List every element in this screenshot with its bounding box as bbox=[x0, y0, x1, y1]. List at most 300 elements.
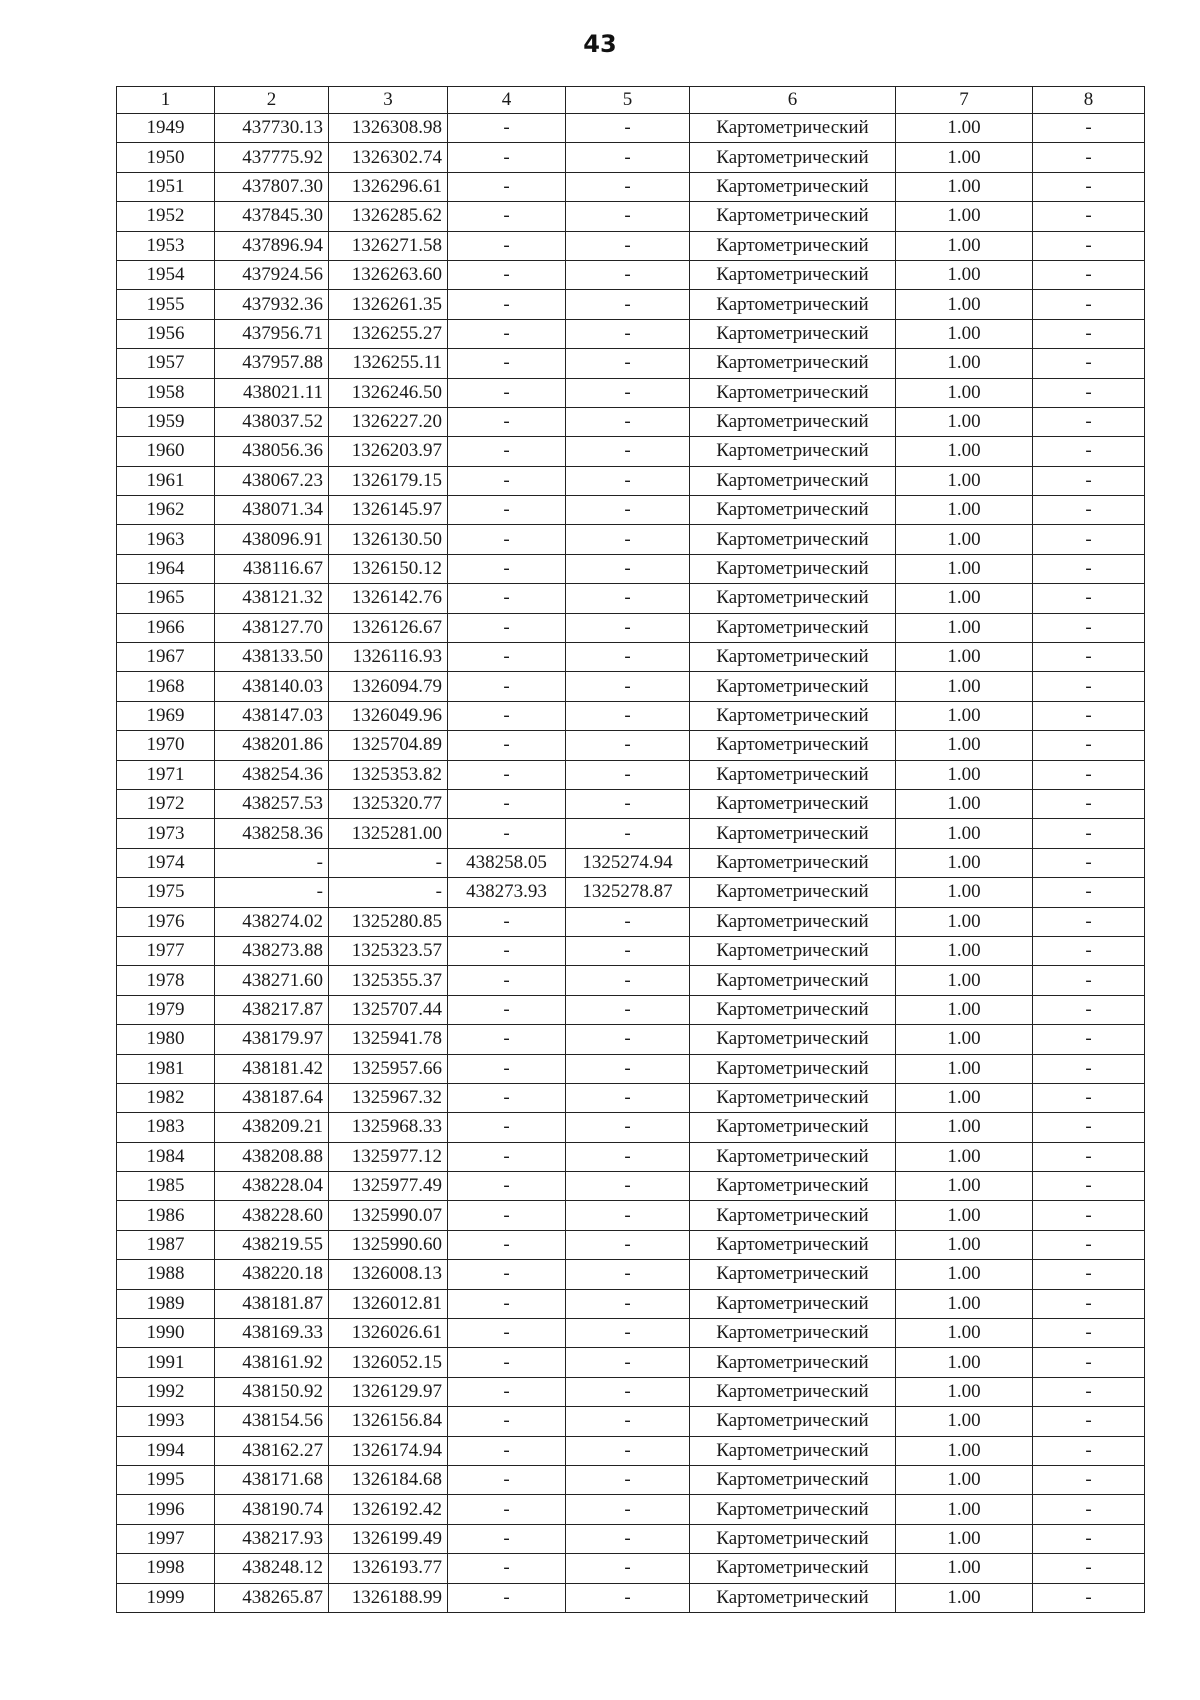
coord-y-alt-cell: - bbox=[566, 1465, 690, 1494]
coord-x-alt-cell: - bbox=[448, 584, 566, 613]
coord-y-alt-cell: - bbox=[566, 760, 690, 789]
coord-x-alt-cell: - bbox=[448, 1465, 566, 1494]
table-row bbox=[117, 260, 1145, 289]
coord-x-cell: - bbox=[215, 878, 329, 907]
note-cell: - bbox=[1033, 290, 1145, 319]
coord-x-cell: 438265.87 bbox=[215, 1583, 329, 1612]
accuracy-cell: 1.00 bbox=[896, 1407, 1033, 1436]
point-number-cell: 1997 bbox=[117, 1524, 215, 1553]
coord-y-alt-cell: - bbox=[566, 554, 690, 583]
table-row bbox=[117, 1230, 1145, 1259]
point-number-cell: 1949 bbox=[117, 114, 215, 143]
point-number-cell: 1977 bbox=[117, 936, 215, 965]
coord-y-alt-cell: 1325274.94 bbox=[566, 848, 690, 877]
table-row bbox=[117, 1113, 1145, 1142]
point-number-cell: 1950 bbox=[117, 143, 215, 172]
table-row bbox=[117, 172, 1145, 201]
note-cell: - bbox=[1033, 349, 1145, 378]
note-cell: - bbox=[1033, 407, 1145, 436]
coord-y-cell: 1326049.96 bbox=[329, 701, 448, 730]
method-cell: Картометрический bbox=[690, 731, 896, 760]
accuracy-cell: 1.00 bbox=[896, 1260, 1033, 1289]
table-row bbox=[117, 525, 1145, 554]
coord-y-alt-cell: - bbox=[566, 1495, 690, 1524]
coord-x-cell: 438056.36 bbox=[215, 437, 329, 466]
table-row bbox=[117, 1142, 1145, 1171]
coord-y-alt-cell: - bbox=[566, 1201, 690, 1230]
coord-y-alt-cell: - bbox=[566, 1083, 690, 1112]
coord-y-alt-cell: - bbox=[566, 466, 690, 495]
point-number-cell: 1975 bbox=[117, 878, 215, 907]
accuracy-cell: 1.00 bbox=[896, 1583, 1033, 1612]
method-cell: Картометрический bbox=[690, 143, 896, 172]
table-row bbox=[117, 731, 1145, 760]
coord-x-cell: 438228.60 bbox=[215, 1201, 329, 1230]
coord-x-alt-cell: - bbox=[448, 202, 566, 231]
accuracy-cell: 1.00 bbox=[896, 554, 1033, 583]
table-row bbox=[117, 1025, 1145, 1054]
note-cell: - bbox=[1033, 1436, 1145, 1465]
note-cell: - bbox=[1033, 554, 1145, 583]
note-cell: - bbox=[1033, 1583, 1145, 1612]
table-row bbox=[117, 1465, 1145, 1494]
table-row bbox=[117, 378, 1145, 407]
accuracy-cell: 1.00 bbox=[896, 1524, 1033, 1553]
table-row bbox=[117, 613, 1145, 642]
coord-x-alt-cell: - bbox=[448, 966, 566, 995]
coord-x-alt-cell: - bbox=[448, 1142, 566, 1171]
accuracy-cell: 1.00 bbox=[896, 1172, 1033, 1201]
table-row bbox=[117, 1319, 1145, 1348]
coord-x-alt-cell: - bbox=[448, 1201, 566, 1230]
coord-x-cell: 438228.04 bbox=[215, 1172, 329, 1201]
note-cell: - bbox=[1033, 1495, 1145, 1524]
coord-y-alt-cell: - bbox=[566, 1554, 690, 1583]
coord-y-cell: 1325967.32 bbox=[329, 1083, 448, 1112]
table-row bbox=[117, 584, 1145, 613]
coord-y-cell: 1326199.49 bbox=[329, 1524, 448, 1553]
coord-x-cell: 437924.56 bbox=[215, 260, 329, 289]
coord-x-alt-cell: - bbox=[448, 1348, 566, 1377]
coord-y-cell: 1325281.00 bbox=[329, 819, 448, 848]
point-number-cell: 1991 bbox=[117, 1348, 215, 1377]
accuracy-cell: 1.00 bbox=[896, 1083, 1033, 1112]
table-row bbox=[117, 848, 1145, 877]
accuracy-cell: 1.00 bbox=[896, 1201, 1033, 1230]
point-number-cell: 1951 bbox=[117, 172, 215, 201]
method-cell: Картометрический bbox=[690, 1260, 896, 1289]
note-cell: - bbox=[1033, 1201, 1145, 1230]
accuracy-cell: 1.00 bbox=[896, 1289, 1033, 1318]
coord-x-alt-cell: - bbox=[448, 378, 566, 407]
table-row bbox=[117, 143, 1145, 172]
coord-y-cell: 1326192.42 bbox=[329, 1495, 448, 1524]
table-row bbox=[117, 290, 1145, 319]
coord-y-cell: 1326296.61 bbox=[329, 172, 448, 201]
method-cell: Картометрический bbox=[690, 114, 896, 143]
accuracy-cell: 1.00 bbox=[896, 936, 1033, 965]
coord-y-alt-cell: - bbox=[566, 1289, 690, 1318]
coord-x-cell: 438154.56 bbox=[215, 1407, 329, 1436]
accuracy-cell: 1.00 bbox=[896, 995, 1033, 1024]
coord-y-cell: 1326130.50 bbox=[329, 525, 448, 554]
note-cell: - bbox=[1033, 202, 1145, 231]
coord-y-alt-cell: - bbox=[566, 1260, 690, 1289]
coord-y-alt-cell: - bbox=[566, 437, 690, 466]
point-number-cell: 1980 bbox=[117, 1025, 215, 1054]
table-row bbox=[117, 319, 1145, 348]
coord-y-cell: 1326263.60 bbox=[329, 260, 448, 289]
coord-x-cell: 437807.30 bbox=[215, 172, 329, 201]
method-cell: Картометрический bbox=[690, 349, 896, 378]
coord-x-cell: 438217.93 bbox=[215, 1524, 329, 1553]
coord-x-cell: 438254.36 bbox=[215, 760, 329, 789]
table-row bbox=[117, 1054, 1145, 1083]
coord-y-cell: 1325968.33 bbox=[329, 1113, 448, 1142]
coord-y-cell: 1326126.67 bbox=[329, 613, 448, 642]
point-number-cell: 1972 bbox=[117, 789, 215, 818]
accuracy-cell: 1.00 bbox=[896, 319, 1033, 348]
note-cell: - bbox=[1033, 496, 1145, 525]
accuracy-cell: 1.00 bbox=[896, 1054, 1033, 1083]
coord-x-alt-cell: - bbox=[448, 231, 566, 260]
accuracy-cell: 1.00 bbox=[896, 1465, 1033, 1494]
coord-y-alt-cell: - bbox=[566, 1172, 690, 1201]
table-row bbox=[117, 1377, 1145, 1406]
coord-x-alt-cell: - bbox=[448, 819, 566, 848]
coord-x-cell: 438248.12 bbox=[215, 1554, 329, 1583]
note-cell: - bbox=[1033, 114, 1145, 143]
method-cell: Картометрический bbox=[690, 202, 896, 231]
point-number-cell: 1984 bbox=[117, 1142, 215, 1171]
point-number-cell: 1959 bbox=[117, 407, 215, 436]
method-cell: Картометрический bbox=[690, 1348, 896, 1377]
coord-x-cell: 438096.91 bbox=[215, 525, 329, 554]
coord-y-cell: 1326008.13 bbox=[329, 1260, 448, 1289]
coord-x-alt-cell: - bbox=[448, 672, 566, 701]
method-cell: Картометрический bbox=[690, 290, 896, 319]
coord-x-cell: 438220.18 bbox=[215, 1260, 329, 1289]
coord-y-cell: 1326094.79 bbox=[329, 672, 448, 701]
table-row bbox=[117, 1554, 1145, 1583]
note-cell: - bbox=[1033, 1407, 1145, 1436]
note-cell: - bbox=[1033, 231, 1145, 260]
table-row bbox=[117, 760, 1145, 789]
point-number-cell: 1999 bbox=[117, 1583, 215, 1612]
table-row bbox=[117, 1407, 1145, 1436]
column-header: 6 bbox=[690, 87, 896, 114]
method-cell: Картометрический bbox=[690, 995, 896, 1024]
coord-x-cell: 438179.97 bbox=[215, 1025, 329, 1054]
coord-x-cell: 438190.74 bbox=[215, 1495, 329, 1524]
note-cell: - bbox=[1033, 966, 1145, 995]
table-row bbox=[117, 554, 1145, 583]
note-cell: - bbox=[1033, 1554, 1145, 1583]
coord-x-cell: 438037.52 bbox=[215, 407, 329, 436]
coord-y-cell: 1326026.61 bbox=[329, 1319, 448, 1348]
note-cell: - bbox=[1033, 525, 1145, 554]
coord-y-cell: 1325977.12 bbox=[329, 1142, 448, 1171]
coord-x-alt-cell: - bbox=[448, 319, 566, 348]
coord-y-cell: 1326193.77 bbox=[329, 1554, 448, 1583]
accuracy-cell: 1.00 bbox=[896, 1142, 1033, 1171]
coord-x-alt-cell: - bbox=[448, 907, 566, 936]
point-number-cell: 1955 bbox=[117, 290, 215, 319]
table-row bbox=[117, 1172, 1145, 1201]
table-row bbox=[117, 349, 1145, 378]
coord-x-alt-cell: 438258.05 bbox=[448, 848, 566, 877]
accuracy-cell: 1.00 bbox=[896, 701, 1033, 730]
method-cell: Картометрический bbox=[690, 819, 896, 848]
point-number-cell: 1956 bbox=[117, 319, 215, 348]
method-cell: Картометрический bbox=[690, 966, 896, 995]
coord-x-cell: 438217.87 bbox=[215, 995, 329, 1024]
accuracy-cell: 1.00 bbox=[896, 407, 1033, 436]
coord-x-alt-cell: - bbox=[448, 290, 566, 319]
point-number-cell: 1981 bbox=[117, 1054, 215, 1083]
accuracy-cell: 1.00 bbox=[896, 349, 1033, 378]
coord-y-alt-cell: - bbox=[566, 319, 690, 348]
method-cell: Картометрический bbox=[690, 1025, 896, 1054]
coord-x-cell: 438258.36 bbox=[215, 819, 329, 848]
coord-x-alt-cell: - bbox=[448, 349, 566, 378]
coord-y-alt-cell: - bbox=[566, 525, 690, 554]
method-cell: Картометрический bbox=[690, 319, 896, 348]
coord-x-alt-cell: - bbox=[448, 1524, 566, 1553]
point-number-cell: 1995 bbox=[117, 1465, 215, 1494]
note-cell: - bbox=[1033, 936, 1145, 965]
coord-y-alt-cell: - bbox=[566, 378, 690, 407]
method-cell: Картометрический bbox=[690, 672, 896, 701]
coord-y-cell: 1326188.99 bbox=[329, 1583, 448, 1612]
table-row bbox=[117, 878, 1145, 907]
table-row bbox=[117, 1289, 1145, 1318]
point-number-cell: 1982 bbox=[117, 1083, 215, 1112]
point-number-cell: 1970 bbox=[117, 731, 215, 760]
method-cell: Картометрический bbox=[690, 1230, 896, 1259]
coord-x-cell: 438271.60 bbox=[215, 966, 329, 995]
note-cell: - bbox=[1033, 643, 1145, 672]
table-row bbox=[117, 907, 1145, 936]
accuracy-cell: 1.00 bbox=[896, 1554, 1033, 1583]
note-cell: - bbox=[1033, 1260, 1145, 1289]
accuracy-cell: 1.00 bbox=[896, 496, 1033, 525]
coord-y-cell: 1326246.50 bbox=[329, 378, 448, 407]
note-cell: - bbox=[1033, 466, 1145, 495]
table-row bbox=[117, 231, 1145, 260]
coord-y-cell: 1326052.15 bbox=[329, 1348, 448, 1377]
note-cell: - bbox=[1033, 1319, 1145, 1348]
coord-x-cell: 438181.42 bbox=[215, 1054, 329, 1083]
point-number-cell: 1998 bbox=[117, 1554, 215, 1583]
point-number-cell: 1987 bbox=[117, 1230, 215, 1259]
table-row bbox=[117, 496, 1145, 525]
method-cell: Картометрический bbox=[690, 1142, 896, 1171]
accuracy-cell: 1.00 bbox=[896, 231, 1033, 260]
coord-x-cell: 438201.86 bbox=[215, 731, 329, 760]
coord-y-alt-cell: - bbox=[566, 231, 690, 260]
coord-x-alt-cell: - bbox=[448, 789, 566, 818]
accuracy-cell: 1.00 bbox=[896, 672, 1033, 701]
coord-y-alt-cell: 1325278.87 bbox=[566, 878, 690, 907]
coord-y-cell: 1325941.78 bbox=[329, 1025, 448, 1054]
point-number-cell: 1973 bbox=[117, 819, 215, 848]
note-cell: - bbox=[1033, 760, 1145, 789]
table-row bbox=[117, 1583, 1145, 1612]
point-number-cell: 1988 bbox=[117, 1260, 215, 1289]
coord-y-alt-cell: - bbox=[566, 1407, 690, 1436]
accuracy-cell: 1.00 bbox=[896, 731, 1033, 760]
accuracy-cell: 1.00 bbox=[896, 437, 1033, 466]
coord-y-alt-cell: - bbox=[566, 202, 690, 231]
coordinates-table bbox=[116, 86, 1145, 1613]
table-row bbox=[117, 789, 1145, 818]
point-number-cell: 1976 bbox=[117, 907, 215, 936]
coord-y-alt-cell: - bbox=[566, 995, 690, 1024]
coord-x-cell: 437957.88 bbox=[215, 349, 329, 378]
coord-y-cell: 1326255.27 bbox=[329, 319, 448, 348]
method-cell: Картометрический bbox=[690, 437, 896, 466]
coord-y-cell: 1326129.97 bbox=[329, 1377, 448, 1406]
point-number-cell: 1969 bbox=[117, 701, 215, 730]
method-cell: Картометрический bbox=[690, 584, 896, 613]
note-cell: - bbox=[1033, 1289, 1145, 1318]
coord-x-cell: 438187.64 bbox=[215, 1083, 329, 1112]
coord-y-cell: 1326285.62 bbox=[329, 202, 448, 231]
coord-x-alt-cell: - bbox=[448, 172, 566, 201]
method-cell: Картометрический bbox=[690, 466, 896, 495]
point-number-cell: 1996 bbox=[117, 1495, 215, 1524]
coord-y-cell: 1326142.76 bbox=[329, 584, 448, 613]
note-cell: - bbox=[1033, 319, 1145, 348]
note-cell: - bbox=[1033, 613, 1145, 642]
table-row bbox=[117, 936, 1145, 965]
accuracy-cell: 1.00 bbox=[896, 966, 1033, 995]
accuracy-cell: 1.00 bbox=[896, 1230, 1033, 1259]
accuracy-cell: 1.00 bbox=[896, 172, 1033, 201]
coord-x-cell: 438127.70 bbox=[215, 613, 329, 642]
coord-x-cell: 438181.87 bbox=[215, 1289, 329, 1318]
method-cell: Картометрический bbox=[690, 848, 896, 877]
coord-y-cell: 1326156.84 bbox=[329, 1407, 448, 1436]
accuracy-cell: 1.00 bbox=[896, 848, 1033, 877]
column-header: 7 bbox=[896, 87, 1033, 114]
method-cell: Картометрический bbox=[690, 1524, 896, 1553]
coord-x-alt-cell: - bbox=[448, 1172, 566, 1201]
coord-x-cell: 438071.34 bbox=[215, 496, 329, 525]
coord-y-cell: 1326184.68 bbox=[329, 1465, 448, 1494]
note-cell: - bbox=[1033, 1025, 1145, 1054]
coord-y-alt-cell: - bbox=[566, 407, 690, 436]
column-header: 2 bbox=[215, 87, 329, 114]
column-header: 3 bbox=[329, 87, 448, 114]
coord-x-alt-cell: - bbox=[448, 437, 566, 466]
point-number-cell: 1964 bbox=[117, 554, 215, 583]
coord-x-alt-cell: - bbox=[448, 1113, 566, 1142]
method-cell: Картометрический bbox=[690, 496, 896, 525]
coord-y-alt-cell: - bbox=[566, 1377, 690, 1406]
note-cell: - bbox=[1033, 1054, 1145, 1083]
coord-y-cell: 1325957.66 bbox=[329, 1054, 448, 1083]
note-cell: - bbox=[1033, 1142, 1145, 1171]
note-cell: - bbox=[1033, 701, 1145, 730]
accuracy-cell: 1.00 bbox=[896, 643, 1033, 672]
coord-x-alt-cell: - bbox=[448, 613, 566, 642]
point-number-cell: 1989 bbox=[117, 1289, 215, 1318]
coord-x-alt-cell: - bbox=[448, 1289, 566, 1318]
note-cell: - bbox=[1033, 1377, 1145, 1406]
point-number-cell: 1968 bbox=[117, 672, 215, 701]
point-number-cell: 1978 bbox=[117, 966, 215, 995]
coord-x-cell: 438150.92 bbox=[215, 1377, 329, 1406]
coord-y-cell: 1326302.74 bbox=[329, 143, 448, 172]
table-row bbox=[117, 437, 1145, 466]
accuracy-cell: 1.00 bbox=[896, 789, 1033, 818]
coord-y-alt-cell: - bbox=[566, 936, 690, 965]
coord-y-cell: - bbox=[329, 848, 448, 877]
note-cell: - bbox=[1033, 1348, 1145, 1377]
coord-x-cell: 437775.92 bbox=[215, 143, 329, 172]
note-cell: - bbox=[1033, 437, 1145, 466]
coord-x-alt-cell: - bbox=[448, 143, 566, 172]
method-cell: Картометрический bbox=[690, 701, 896, 730]
coord-y-alt-cell: - bbox=[566, 907, 690, 936]
method-cell: Картометрический bbox=[690, 554, 896, 583]
coord-y-cell: 1325990.07 bbox=[329, 1201, 448, 1230]
table-row bbox=[117, 1524, 1145, 1553]
point-number-cell: 1954 bbox=[117, 260, 215, 289]
table-row bbox=[117, 1260, 1145, 1289]
method-cell: Картометрический bbox=[690, 1465, 896, 1494]
coord-y-cell: 1325355.37 bbox=[329, 966, 448, 995]
coord-y-alt-cell: - bbox=[566, 1054, 690, 1083]
coord-x-cell: 438067.23 bbox=[215, 466, 329, 495]
accuracy-cell: 1.00 bbox=[896, 1319, 1033, 1348]
table-row bbox=[117, 672, 1145, 701]
method-cell: Картометрический bbox=[690, 643, 896, 672]
coord-x-cell: 438169.33 bbox=[215, 1319, 329, 1348]
coord-y-alt-cell: - bbox=[566, 260, 690, 289]
point-number-cell: 1979 bbox=[117, 995, 215, 1024]
point-number-cell: 1963 bbox=[117, 525, 215, 554]
note-cell: - bbox=[1033, 1465, 1145, 1494]
coord-x-cell: 438161.92 bbox=[215, 1348, 329, 1377]
table-body bbox=[117, 114, 1145, 1613]
coord-x-cell: 438140.03 bbox=[215, 672, 329, 701]
coord-y-alt-cell: - bbox=[566, 496, 690, 525]
point-number-cell: 1974 bbox=[117, 848, 215, 877]
coord-y-alt-cell: - bbox=[566, 1230, 690, 1259]
accuracy-cell: 1.00 bbox=[896, 260, 1033, 289]
coord-y-cell: 1326116.93 bbox=[329, 643, 448, 672]
note-cell: - bbox=[1033, 143, 1145, 172]
method-cell: Картометрический bbox=[690, 1289, 896, 1318]
point-number-cell: 1992 bbox=[117, 1377, 215, 1406]
coord-x-alt-cell: - bbox=[448, 1583, 566, 1612]
method-cell: Картометрический bbox=[690, 1377, 896, 1406]
accuracy-cell: 1.00 bbox=[896, 202, 1033, 231]
coord-x-alt-cell: - bbox=[448, 1377, 566, 1406]
accuracy-cell: 1.00 bbox=[896, 613, 1033, 642]
page-number: 43 bbox=[583, 30, 617, 58]
coord-x-alt-cell: - bbox=[448, 525, 566, 554]
point-number-cell: 1961 bbox=[117, 466, 215, 495]
coord-x-cell: 437730.13 bbox=[215, 114, 329, 143]
coord-y-alt-cell: - bbox=[566, 966, 690, 995]
coord-y-cell: 1325323.57 bbox=[329, 936, 448, 965]
coord-x-cell: 438171.68 bbox=[215, 1465, 329, 1494]
point-number-cell: 1985 bbox=[117, 1172, 215, 1201]
